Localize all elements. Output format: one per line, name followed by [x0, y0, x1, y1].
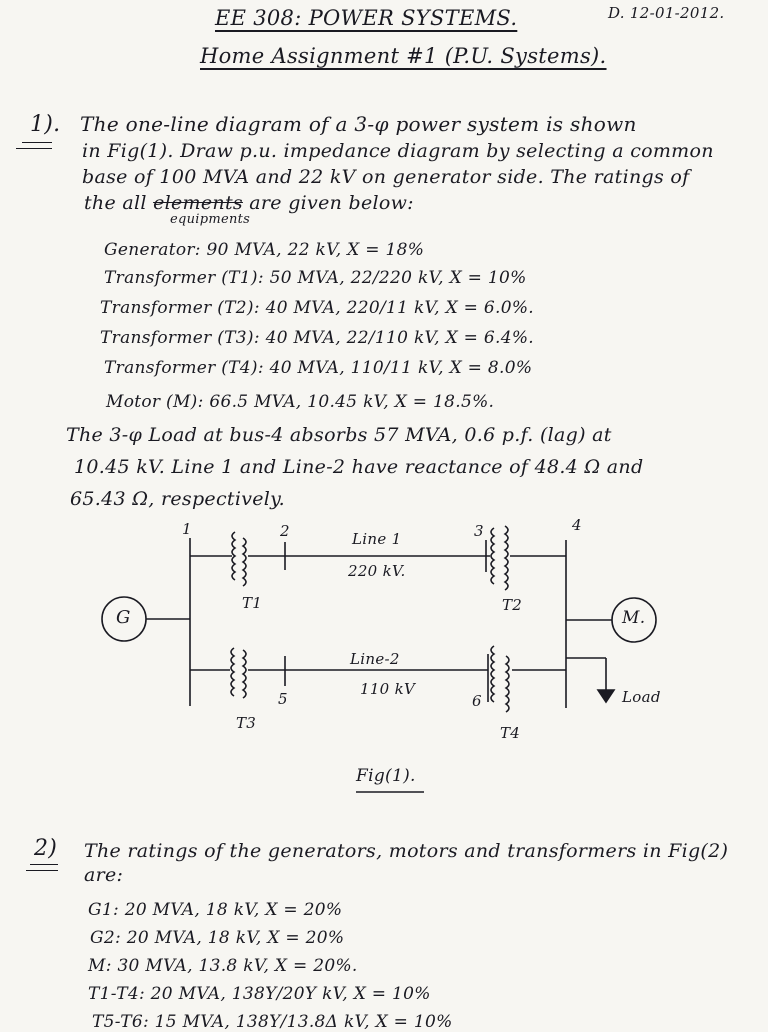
question-1-underline	[22, 142, 52, 143]
line-1-voltage: 220 kV.	[348, 562, 406, 580]
transformer-t3-primary	[231, 648, 234, 696]
line-2-name: Line-2	[350, 650, 400, 668]
question-1-underline-2	[16, 148, 52, 149]
bus-3-label: 3	[474, 522, 484, 540]
bus-4-label: 4	[572, 516, 582, 534]
spec-t5-t6-cutoff: T5-T6: 15 MVA, 138Y/13.8Δ kV, X = 10%	[92, 1012, 453, 1032]
spec-transformer-t3: Transformer (T3): 40 MVA, 22/110 kV, X = 6.4%.	[100, 328, 535, 348]
transformer-t2-secondary	[505, 526, 508, 590]
bus-2-label: 2	[280, 522, 290, 540]
load-arrow	[598, 690, 614, 702]
assignment-date: D. 12-01-2012.	[608, 4, 725, 22]
figure-caption: Fig(1).	[356, 766, 416, 786]
transformer-t4-primary	[491, 646, 494, 702]
q1-line4-end: are given below:	[249, 192, 414, 214]
q1-load-line-1: The 3-φ Load at bus-4 absorbs 57 MVA, 0.6 p.f. (lag) at	[66, 424, 612, 446]
generator-label: G	[116, 607, 131, 628]
load-label: Load	[622, 688, 661, 706]
q1-load-line-3: 65.43 Ω, respectively.	[70, 488, 286, 510]
motor-label: M.	[622, 608, 646, 628]
question-2-underline	[30, 864, 58, 865]
question-2-number: 2)	[34, 836, 58, 861]
bus-5-label: 5	[278, 690, 288, 708]
q1-struck-word: elements	[153, 192, 243, 214]
question-2-underline-2	[26, 870, 58, 871]
course-title: EE 308: POWER SYSTEMS.	[215, 6, 518, 30]
q1-correction: equipments	[170, 212, 251, 227]
transformer-t1-primary	[232, 532, 235, 580]
transformer-t1-label: T1	[242, 594, 263, 612]
bus-6-label: 6	[472, 692, 482, 710]
transformer-t2-primary	[491, 528, 494, 584]
bus-1-label: 1	[182, 520, 192, 538]
transformer-t3-label: T3	[236, 714, 257, 732]
spec-transformer-t4: Transformer (T4): 40 MVA, 110/11 kV, X = 8.0%	[104, 358, 533, 378]
q2-text-line-2: are:	[84, 864, 124, 886]
line-1-name: Line 1	[352, 530, 402, 548]
line-2-voltage: 110 kV	[360, 680, 416, 698]
transformer-t4-secondary	[506, 656, 509, 712]
assignment-title: Home Assignment #1 (P.U. Systems).	[200, 44, 607, 68]
spec-g1: G1: 20 MVA, 18 kV, X = 20%	[88, 900, 343, 920]
transformer-t4-label: T4	[500, 724, 521, 742]
transformer-t3-secondary	[243, 650, 246, 698]
spec-g2: G2: 20 MVA, 18 kV, X = 20%	[90, 928, 345, 948]
spec-m: M: 30 MVA, 13.8 kV, X = 20%.	[88, 956, 358, 976]
transformer-t2-label: T2	[502, 596, 523, 614]
q1-text-line-3: base of 100 MVA and 22 kV on generator side. The ratings of	[82, 166, 690, 188]
q1-line4-start: the all	[84, 192, 147, 214]
q1-text-line-4	[84, 192, 414, 214]
q1-text-line-1: The one-line diagram of a 3-φ power system is shown	[80, 112, 637, 136]
spec-motor: Motor (M): 66.5 MVA, 10.45 kV, X = 18.5%.	[106, 392, 495, 412]
q1-text-line-2: in Fig(1). Draw p.u. impedance diagram by selecting a common	[82, 140, 714, 162]
question-1-number: 1).	[30, 112, 61, 137]
spec-t1-t4: T1-T4: 20 MVA, 138Y/20Y kV, X = 10%	[88, 984, 431, 1004]
spec-generator: Generator: 90 MVA, 22 kV, X = 18%	[104, 240, 425, 260]
q2-text-line-1: The ratings of the generators, motors and transformers in Fig(2)	[84, 840, 729, 862]
transformer-t1-secondary	[243, 538, 246, 586]
q1-load-line-2: 10.45 kV. Line 1 and Line-2 have reactance of 48.4 Ω and	[74, 456, 644, 478]
spec-transformer-t2: Transformer (T2): 40 MVA, 220/11 kV, X = 6.0%.	[100, 298, 535, 318]
spec-transformer-t1: Transformer (T1): 50 MVA, 22/220 kV, X = 10%	[104, 268, 527, 288]
